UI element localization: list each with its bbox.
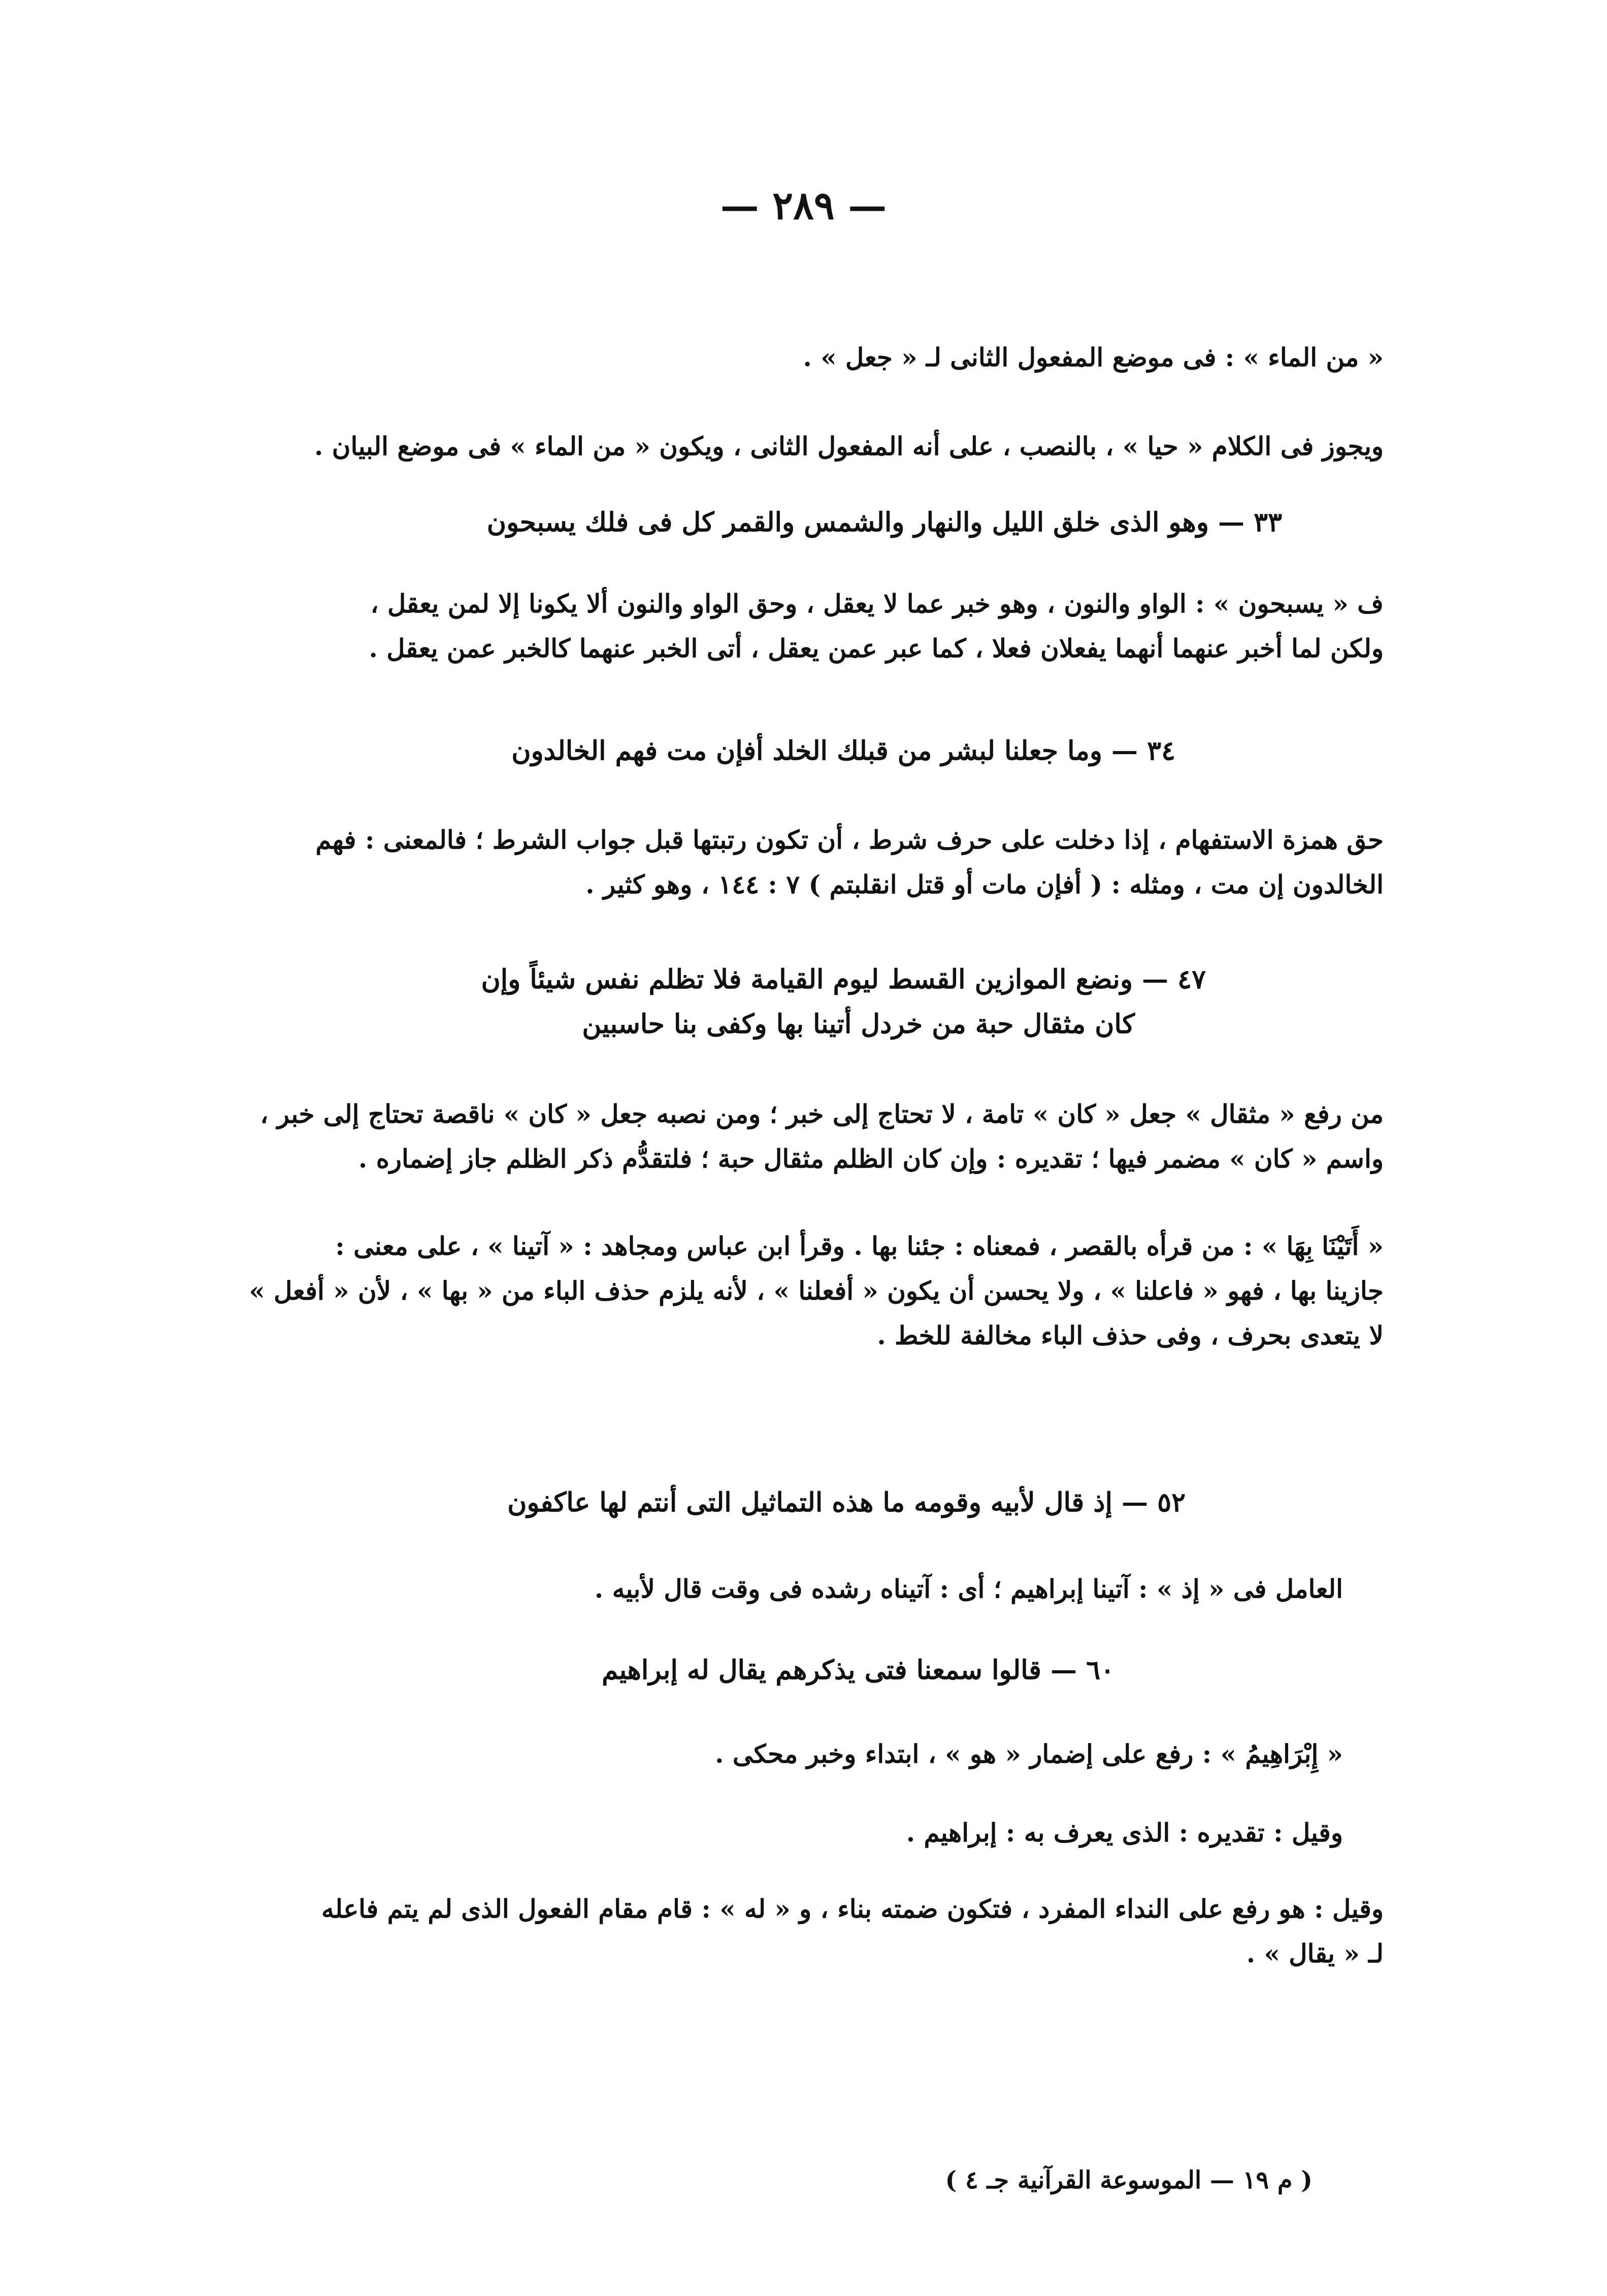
verse-60 [0,1648,1114,1693]
paragraph-hamza [190,818,1384,907]
verse-line: ٣٤ — وما جعلنا لبشر من قبلك الخلد أفإن مت فهم الخالدون [511,735,1175,766]
text-line: ف « يسبحون » : الواو والنون ، وهو خبر عما لا يعقل ، وحق الواو والنون ألا يكونا إلا لمن يعقل ، [370,589,1384,619]
text-line: « إِبْرَاهِيمُ » : رفع على إضمار « هو » ، ابتداء وخبر محكى . [715,1739,1343,1769]
verse-line: ٦٠ — قالوا سمعنا فتى يذكرهم يقال له إبراهيم [602,1655,1114,1686]
note-line-0 [190,335,1384,380]
text-line: واسم « كان » مضمر فيها ؛ تقديره : وإن كان الظلم مثقال حبة ؛ فلتقدُّم ذكر الظلم جاز إضماره . [358,1144,1384,1174]
text-line: « أَتَيْنَا بِهَا » : من قرأه بالقصر ، فمعناه : جئنا بها . وقرأ ابن عباس ومجاهد : « آتينا » ، على معنى : [335,1231,1384,1261]
text-line: الخالدون إن مت ، ومثله : ( أفإن مات أو قتل انقلبتم ) ٧ : ١٤٤ ، وهو كثير . [585,869,1384,899]
text-line: جازينا بها ، فهو « فاعلنا » ، ولا يحسن أن يكون « أفعلنا » ، لأنه يلزم حذف الباء من « بها » ، لأن « أفعل » [249,1276,1384,1306]
paragraph-yusabbihun [190,581,1384,671]
text-line: لـ « يقال » . [1246,1938,1384,1968]
verse-line: ٤٧ — ونضع الموازين القسط ليوم القيامة فلا تظلم نفس شيئاً وإن [481,964,1206,995]
verse-47 [13,957,1206,1047]
text-line: من رفع « مثقال » جعل « كان » تامة ، لا تحتاج إلى خبر ؛ ومن نصبه جعل « كان » ناقصة تحتاج إلى خبر ، [260,1099,1384,1129]
verse-line: ٥٢ — إذ قال لأبيه وقومه ما هذه التماثيل التى أنتم لها عاكفون [507,1487,1186,1518]
verse-34 [0,729,1175,773]
text-line: حق همزة الاستفهام ، إذا دخلت على حرف شرط ، أن تكون رتبتها قبل جواب الشرط ؛ فالمعنى : فهم [315,825,1384,855]
text-line: ويجوز فى الكلام « حيا » ، بالنصب ، على أنه المفعول الثانى ، ويكون « من الماء » فى موضع البيان . [314,431,1384,461]
text-line: العامل فى « إذ » : آتينا إبراهيم ؛ أى : آتيناه رشده فى وقت قال لأبيه . [594,1574,1343,1604]
paragraph-idh [150,1567,1343,1611]
page-footer: ( م ١٩ — الموسوعة القرآنية جـ ٤ ) [945,2166,1313,2194]
paragraph-nida [190,1887,1384,1976]
paragraph-ibrahim [150,1732,1343,1776]
text-line: لا يتعدى بحرف ، وفى حذف الباء مخالفة للخط . [877,1320,1384,1350]
page-number: — ٢٨٩ — [720,183,887,228]
verse-52 [0,1480,1186,1525]
verse-line: كان مثقال حبة من خردل أتينا بها وكفى بنا حاسبين [582,1009,1135,1040]
text-line: ولكن لما أخبر عنهما أنهما يفعلان فعلا ، كما عبر عمن يعقل ، أتى الخبر عنهما كالخبر عمن يعقل . [369,633,1384,663]
text-line: « من الماء » : فى موضع المفعول الثانى لـ « جعل » . [803,342,1384,372]
paragraph-taqdiruhu [150,1810,1343,1855]
text-line: وقيل : تقديره : الذى يعرف به : إبراهيم . [906,1818,1343,1848]
note-line-1 [190,424,1384,469]
paragraph-mithqal [190,1092,1384,1181]
paragraph-atayna [190,1224,1384,1358]
text-line: وقيل : هو رفع على النداء المفرد ، فتكون ضمته بناء ، و « له » : قام مقام الفعول الذى لم يتم فاعله [321,1894,1384,1924]
verse-33 [89,500,1282,545]
verse-line: ٣٣ — وهو الذى خلق الليل والنهار والشمس والقمر كل فى فلك يسبحون [486,507,1282,538]
